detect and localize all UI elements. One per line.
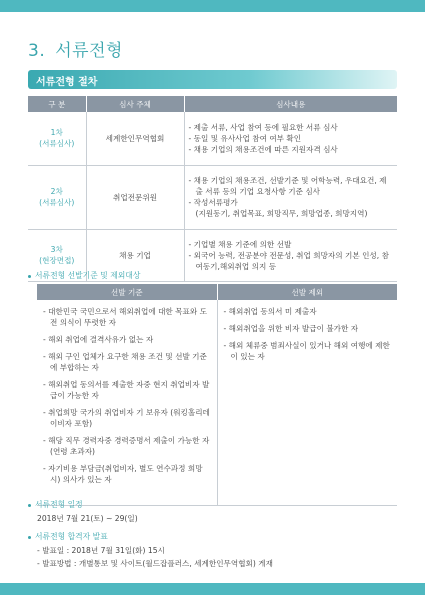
header-stage: 구 분 (28, 96, 86, 112)
list-item: - 외국어 능력, 전공분야 전문성, 취업 희망자의 기본 인성, 참여동기,해외취업 의지 등 (188, 250, 389, 271)
stage-sub-label: (현장면접) (39, 256, 75, 265)
bullet-dot-icon (28, 504, 31, 507)
list-item: - 기업별 채용 기준에 의한 선발 (188, 239, 292, 249)
section-title-text: 서류전형 (55, 41, 123, 61)
exclude-criteria-cell (217, 300, 397, 505)
content-cell (184, 165, 397, 229)
header-select: 선발 기준 (37, 284, 217, 300)
procedure-banner (28, 70, 397, 89)
schedule-text: 2018년 7월 21(토) ~ 29(일) (37, 514, 138, 523)
stage-cell (28, 112, 86, 165)
list-item: - 자기비용 부담금(취업비자, 별도 연수과정 희망시) 의사가 있는 자 (43, 464, 203, 484)
table-row (28, 112, 397, 165)
list-item: - 제출 서류, 사업 참여 등에 필요한 서류 심사 (188, 122, 338, 132)
criteria-heading: 서류전형 선발기준 및 제외대상 (28, 270, 140, 281)
list-item: - 채용 기업의 채용조건에 따른 지원자격 심사 (188, 144, 338, 154)
list-item: - 취업희망 국가의 취업비자 기 보유자 (워킹홀리데이비자 포함) (43, 408, 210, 428)
list-item: - 해외 구인 업체가 요구한 채용 조건 및 선발 기준에 부합하는 자 (43, 352, 207, 372)
header-body: 심사 주체 (86, 96, 184, 112)
list-item: - 해외취업 동의서 미 제출자 (223, 307, 317, 316)
criteria-table (37, 284, 397, 506)
list-item-detail: (지원동기, 취업목표, 희망직무, 희망업종, 희망지역) (195, 209, 368, 218)
top-color-bar (0, 0, 425, 12)
section-title (28, 36, 123, 61)
stage-label: 3차 (50, 245, 63, 254)
list-item: - 해외취업 동의서를 제출한 자중 현지 취업비자 발급이 가능한 자 (43, 380, 210, 400)
list-item: - 해외취업을 위한 비자 발급이 불가한 자 (223, 324, 359, 333)
list-item: - 작성서류평가 (188, 198, 238, 207)
list-item: - 해당 직무 경력자중 경력증명서 제출이 가능한 자 (연령 초과자) (43, 436, 210, 456)
procedure-table (28, 96, 397, 282)
stage-sub-label: (서류심사) (39, 198, 75, 207)
announce-line: - 발표방법 : 개별통보 및 사이트(월드잡플러스, 세계한인무역협회) 게재 (37, 559, 273, 568)
header-exclude: 선발 제외 (217, 284, 397, 300)
bullet-dot-icon (28, 536, 31, 539)
content-cell (184, 229, 397, 281)
content-cell (184, 112, 397, 165)
list-item: - 대한민국 국민으로서 해외취업에 대한 목표와 도전 의식이 뚜렷한 자 (43, 307, 207, 327)
table-row (37, 300, 397, 505)
select-criteria-cell (37, 300, 217, 505)
announce-line: - 발표일 : 2018년 7월 31일(화) 15시 (37, 546, 165, 555)
section-number: 3. (28, 41, 46, 61)
criteria-table-header (37, 284, 397, 300)
list-item: - 해외 체류중 범죄사실이 있거나 해외 여행에 제한이 있는 자 (223, 341, 390, 361)
schedule-heading: 서류전형 일정 (28, 499, 83, 510)
reviewer-cell: 채용 기업 (86, 229, 184, 281)
reviewer-cell: 세계한인무역협회 (86, 112, 184, 165)
bottom-color-bar (0, 583, 425, 595)
bullet-dot-icon (28, 275, 31, 278)
stage-label: 1차 (50, 128, 63, 138)
list-item: - 채용 기업의 채용조건, 선발기준 및 어학능력, 우대요건, 제출 서류 등의 기업 요청사항 기준 심사 (188, 176, 387, 196)
procedure-banner-label: 서류전형 절차 (36, 77, 98, 88)
stage-cell (28, 165, 86, 229)
reviewer-cell: 취업전문위원 (86, 165, 184, 229)
header-content: 심사내용 (184, 96, 397, 112)
stage-sub-label: (서류심사) (39, 139, 75, 149)
stage-label: 2차 (50, 187, 63, 196)
procedure-table-header (28, 96, 397, 112)
announce-heading: 서류전형 합격자 발표 (28, 531, 108, 542)
table-row (28, 165, 397, 229)
list-item: - 동일 및 유사사업 참여 여부 확인 (188, 133, 302, 143)
list-item: - 해외 취업에 결격사유가 없는 자 (43, 335, 154, 344)
